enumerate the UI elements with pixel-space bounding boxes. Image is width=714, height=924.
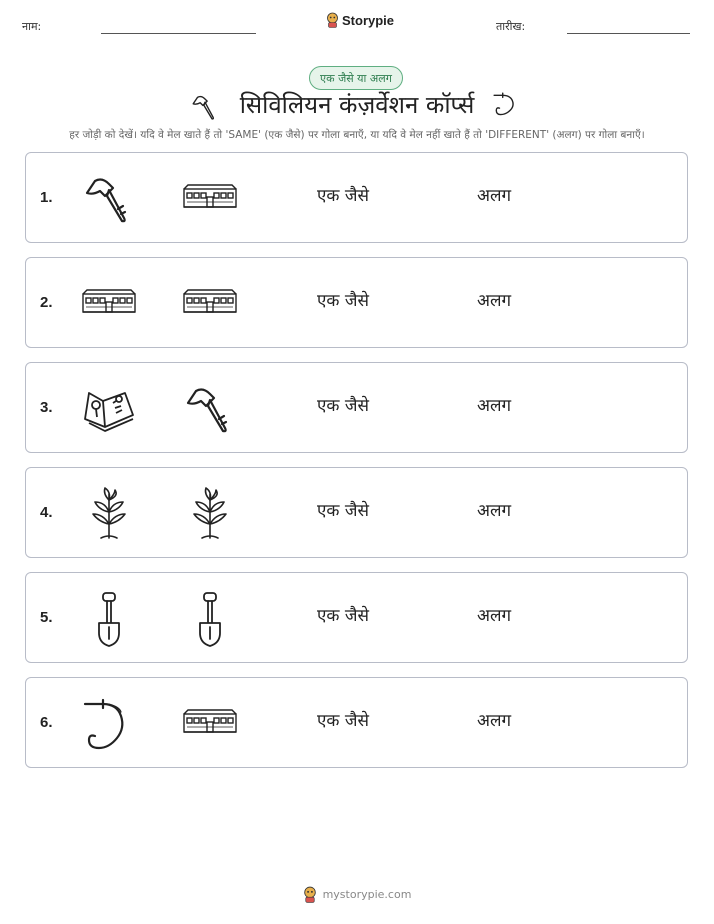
shovel-icon xyxy=(81,591,137,647)
left-picture xyxy=(81,276,137,332)
barracks-icon xyxy=(81,276,137,332)
question-card xyxy=(25,572,688,663)
book-icon xyxy=(81,381,137,437)
left-picture xyxy=(81,171,137,227)
question-card xyxy=(25,257,688,348)
name-label: नाम: xyxy=(22,20,42,33)
right-picture xyxy=(182,591,238,647)
question-number: 3. xyxy=(40,399,53,416)
left-picture xyxy=(81,381,137,437)
question-number: 4. xyxy=(40,504,53,521)
different-option[interactable]: अलग xyxy=(477,711,512,731)
question-number: 5. xyxy=(40,609,53,626)
different-option[interactable]: अलग xyxy=(477,501,512,521)
storypie-mascot-icon xyxy=(326,12,339,28)
hose-icon xyxy=(81,696,137,752)
page-title: सिविलियन कंज़र्वेशन कॉर्प्स xyxy=(239,91,475,119)
different-option[interactable]: अलग xyxy=(477,291,512,311)
date-label: तारीख: xyxy=(496,20,526,33)
footer-site[interactable]: mystorypie.com xyxy=(322,888,412,901)
right-picture xyxy=(182,381,238,437)
storypie-mascot-icon xyxy=(303,886,317,903)
question-card xyxy=(25,467,688,558)
question-card xyxy=(25,152,688,243)
sapling-icon xyxy=(81,486,137,542)
barracks-icon xyxy=(182,171,238,227)
axe-icon xyxy=(81,171,137,227)
brand-logo xyxy=(326,12,394,28)
same-option[interactable]: एक जैसे xyxy=(317,711,369,731)
question-number: 6. xyxy=(40,714,53,731)
left-picture xyxy=(81,486,137,542)
question-number: 2. xyxy=(40,294,53,311)
different-option[interactable]: अलग xyxy=(477,606,512,626)
instructions-text: हर जोड़ी को देखें। यदि वे मेल खाते हैं तो 'SAME' (एक जैसे) पर गोला बनाएँ, या यदि वे मेल नहीं खाते हैं तो 'DIFFERENT' (अलग) पर गोला बनाएँ। xyxy=(69,129,645,141)
topic-badge: एक जैसे या अलग xyxy=(309,66,403,90)
right-picture xyxy=(182,696,238,752)
same-option[interactable]: एक जैसे xyxy=(317,606,369,626)
shovel-icon xyxy=(182,591,238,647)
same-option[interactable]: एक जैसे xyxy=(317,501,369,521)
same-option[interactable]: एक जैसे xyxy=(317,396,369,416)
axe-icon xyxy=(182,381,238,437)
right-picture xyxy=(182,276,238,332)
same-option[interactable]: एक जैसे xyxy=(317,186,369,206)
question-card xyxy=(25,362,688,453)
right-picture xyxy=(182,171,238,227)
barracks-icon xyxy=(182,696,238,752)
sapling-icon xyxy=(182,486,238,542)
different-option[interactable]: अलग xyxy=(477,396,512,416)
brand-name: Storypie xyxy=(342,12,395,28)
question-number: 1. xyxy=(40,189,53,206)
date-line[interactable] xyxy=(567,33,690,34)
same-option[interactable]: एक जैसे xyxy=(317,291,369,311)
left-picture xyxy=(81,591,137,647)
right-picture xyxy=(182,486,238,542)
name-line[interactable] xyxy=(101,33,256,34)
different-option[interactable]: अलग xyxy=(477,186,512,206)
footer xyxy=(0,886,714,903)
title-hose-icon xyxy=(492,88,522,124)
question-card xyxy=(25,677,688,768)
barracks-icon xyxy=(182,276,238,332)
left-picture xyxy=(81,696,137,752)
